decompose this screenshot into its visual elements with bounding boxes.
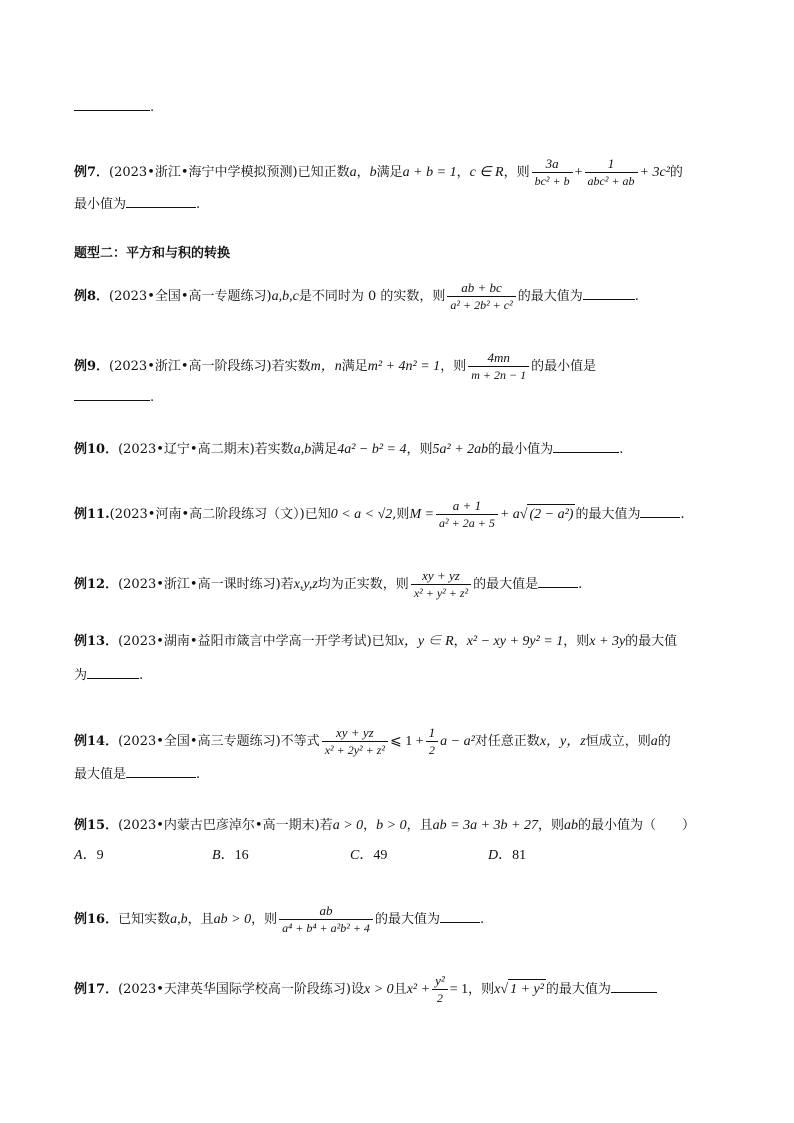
example-label: 例15． [74, 818, 119, 833]
example-7-line2: 最小值为 . [74, 193, 200, 215]
example-15: 例15．(2023•内蒙古巴彦淖尔•高一期末)若a > 0，b > 0，且ab = 3a + 3b + 27，则ab的最小值为（ ） [74, 818, 695, 833]
example-source: (2023•湖南•益阳市箴言中学高一开学考试) [118, 634, 372, 649]
example-label: 例9． [74, 359, 110, 374]
fraction: $\frac{a + 1}{\text{a² + 2a + 5}}$ [436, 498, 498, 531]
answer-blank [87, 664, 139, 679]
example-10: 例10．(2023•辽宁•高二期末)若实数a,b满足4a² − b² = 4，则5a² + 2ab的最小值为 . [74, 438, 623, 460]
answer-blank [440, 908, 480, 923]
fraction: $\frac{ab}{\text{a⁴ + b⁴ + a²b² + 4}}$ [279, 903, 373, 936]
example-source: (2023•天津英华国际学校高一阶段练习) [118, 982, 351, 997]
sqrt-sign: √ [519, 507, 528, 522]
example-label: 例12． [74, 577, 119, 592]
answer-blank [611, 978, 657, 993]
answer-blank [640, 503, 680, 518]
example-14-line2: 最大值是 . [74, 763, 200, 785]
example-14: 例14．(2023•全国•高三专题练习)不等式 $\frac{xy + yz}{\text{x² + 2y² + z²}}$ ⩽ 1 + $\frac{1}{2}$ a − a²对任意正数x，y，z恒成立，则a的 [74, 725, 671, 757]
choice-d: D．81 [488, 848, 527, 863]
fraction: $\frac{\text{y²}}{2}$ [432, 973, 448, 1006]
example-9-line2: . [74, 386, 154, 408]
example-label: 例13． [74, 634, 119, 649]
example-label: 例8． [74, 289, 110, 304]
example-8: 例8．(2023•全国•高一专题练习)a,b,c是不同时为 0 的实数，则 $\frac{ab + bc}{\text{a² + 2b² + c²}}$ 的最大值为 . [74, 280, 639, 312]
fraction: $\frac{1}{\text{abc² + ab}}$ [585, 156, 638, 189]
example-source: (2023•河南•高二阶段练习（文）) [109, 507, 305, 522]
answer-blank [583, 285, 635, 300]
answer-blank [74, 386, 150, 401]
fraction: $\frac{ab + bc}{\text{a² + 2b² + c²}}$ [447, 280, 515, 313]
example-source: (2023•内蒙古巴彦淖尔•高一期末) [118, 818, 320, 833]
example-source: (2023•全国•高三专题练习) [118, 734, 281, 749]
example-17: 例17．(2023•天津英华国际学校高一阶段练习)设x > 0且x² + $\frac{\text{y²}}{2}$ = 1，则x√ 1 + y² 的最大值为 [74, 973, 657, 1006]
fraction: $\frac{xy + yz}{\text{x² + 2y² + z²}}$ [322, 725, 388, 758]
sqrt-sign: √ [500, 982, 509, 997]
fraction: $\frac{4mn}{m + 2n - 1}$ [468, 350, 529, 383]
answer-blank [538, 573, 578, 588]
example-label: 例17． [74, 982, 119, 997]
example-source: (2023•辽宁•高二期末) [118, 442, 255, 457]
choice-a: A．9 [74, 848, 104, 863]
example-source: (2023•浙江•海宁中学模拟预测) [109, 165, 298, 180]
answer-blank [74, 96, 150, 111]
example-11: 例11.(2023•河南•高二阶段练习（文）)已知0 < a < √2,则M = $\frac{a + 1}{\text{a² + 2a + 5}}$ + a√ (2 − a²) 的最大值为 . [74, 498, 685, 530]
example-13-line2: 为 . [74, 664, 143, 686]
example-16: 例16．已知实数a,b，且ab > 0，则 $\frac{ab}{\text{a⁴ + b⁴ + a²b² + 4}}$ 的最大值为 . [74, 903, 485, 935]
choice-b: B．16 [212, 848, 249, 863]
top-answer-line: . [74, 96, 154, 118]
example-12: 例12．(2023•浙江•高一课时练习)若x,y,z均为正实数，则 $\frac{xy + yz}{\text{x² + y² + z²}}$ 的最大值是 . [74, 568, 583, 600]
example-9: 例9．(2023•浙江•高一阶段练习)若实数m，n满足m² + 4n² = 1，则 $\frac{4mn}{m + 2n - 1}$ 的最小值是 [74, 350, 597, 382]
example-source: (2023•浙江•高一阶段练习) [109, 359, 272, 374]
example-label: 例10． [74, 442, 119, 457]
answer-blank [126, 193, 196, 208]
example-7: 例7．(2023•浙江•海宁中学模拟预测)已知正数a，b满足a + b = 1，c ∈ R，则 $\frac{3a}{\text{bc² + b}}$ + $\frac{1}{\text{abc² + ab}}$ + 3c²的 [74, 156, 683, 188]
section-heading: 题型二：平方和与积的转换 [74, 246, 231, 261]
example-label: 例11. [74, 507, 110, 522]
example-13: 例13．(2023•湖南•益阳市箴言中学高一开学考试)已知x，y ∈ R，x² − xy + 9y² = 1，则x + 3y的最大值 [74, 634, 678, 649]
fraction: $\frac{3a}{\text{bc² + b}}$ [532, 156, 573, 189]
choice-c: C．49 [350, 848, 388, 863]
example-source: (2023•浙江•高一课时练习) [118, 577, 281, 592]
example-source: (2023•全国•高一专题练习) [109, 289, 272, 304]
answer-blank [126, 763, 196, 778]
answer-blank [553, 438, 619, 453]
example-label: 例16． [74, 912, 119, 927]
example-label: 例14． [74, 734, 119, 749]
example-label: 例7． [74, 165, 110, 180]
fraction: $\frac{1}{2}$ [426, 725, 439, 758]
fraction: $\frac{xy + yz}{\text{x² + y² + z²}}$ [411, 568, 471, 601]
